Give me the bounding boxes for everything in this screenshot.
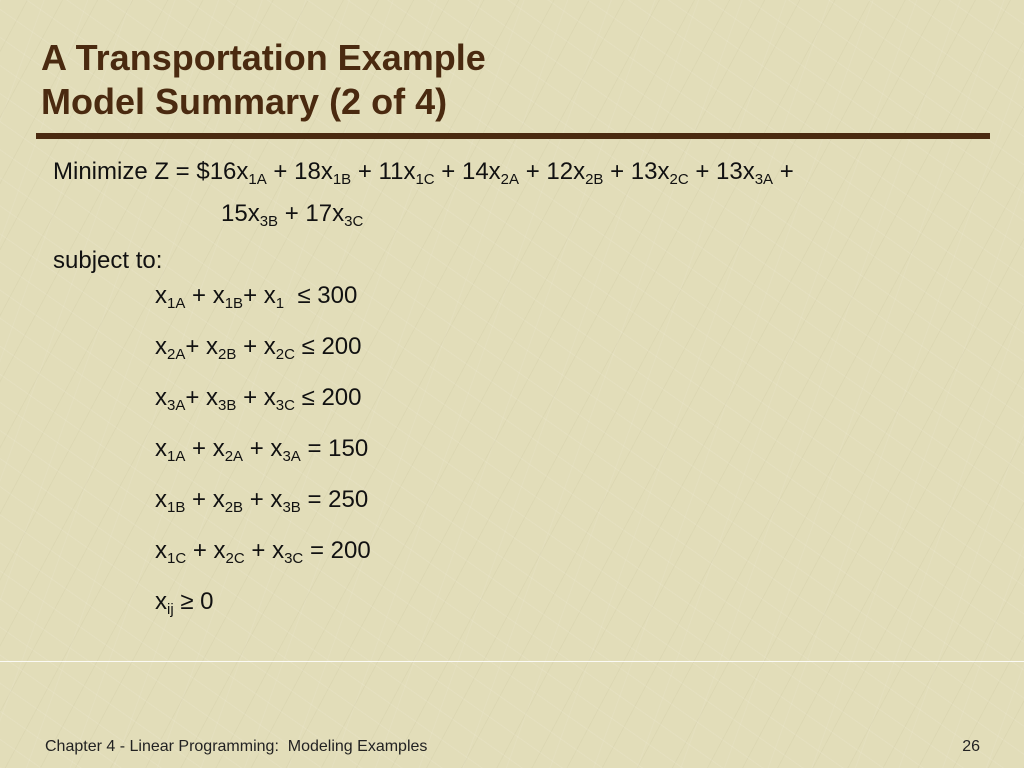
var: + x [185, 384, 219, 411]
var: x [155, 435, 167, 462]
objective-term: + 13x [688, 158, 755, 185]
objective-term: + 14x [434, 158, 501, 185]
slide-title [41, 36, 486, 124]
var: x [155, 333, 167, 360]
subscript: 1A [167, 295, 186, 312]
title-line-1: A Transportation Example [41, 37, 486, 78]
objective-term: + 18x [266, 158, 333, 185]
constraint-list [155, 281, 371, 638]
objective-prefix: Minimize Z = $16x [53, 158, 249, 185]
objective-term: + 13x [603, 158, 670, 185]
subscript: 3A [282, 448, 301, 465]
subscript: 2A [167, 346, 186, 363]
subscript: 2A [500, 171, 520, 188]
subscript: 1A [248, 171, 267, 188]
var: x [155, 537, 167, 564]
constraint-1 [155, 281, 371, 332]
relation: ≥ 0 [173, 588, 214, 615]
relation: ≤ 300 [284, 282, 358, 309]
objective-line-2 [53, 199, 794, 229]
subscript: 1B [224, 295, 244, 312]
var: + x [243, 282, 276, 309]
objective-function [53, 157, 794, 229]
constraint-4 [155, 434, 371, 485]
subscript: 3B [259, 213, 279, 230]
subscript: 3C [284, 550, 304, 567]
objective-term: + 12x [519, 158, 586, 185]
var: x [155, 588, 167, 615]
subscript: 1B [332, 171, 352, 188]
objective-term: + [773, 158, 794, 185]
var: + x [243, 435, 283, 462]
var: + x [185, 282, 225, 309]
footer-divider [0, 661, 1024, 662]
subscript: ij [167, 601, 174, 618]
subscript: 3A [167, 397, 186, 414]
subscript: 2C [275, 346, 295, 363]
var: + x [236, 333, 276, 360]
relation: ≤ 200 [294, 333, 362, 360]
objective-term: + 11x [351, 158, 416, 185]
subscript: 1 [275, 295, 285, 312]
subscript: 2C [669, 171, 689, 188]
objective-term: 15x [221, 200, 260, 227]
var: + x [185, 333, 219, 360]
constraint-3 [155, 383, 371, 434]
subscript: 2A [224, 448, 244, 465]
subscript: 1C [167, 550, 187, 567]
constraint-5 [155, 485, 371, 536]
relation: ≤ 200 [294, 384, 362, 411]
var: x [155, 486, 167, 513]
var: x [155, 282, 167, 309]
constraint-nonnegativity [155, 587, 371, 638]
subscript: 1A [167, 448, 186, 465]
var: + x [185, 435, 225, 462]
title-divider [36, 133, 990, 139]
constraint-2 [155, 332, 371, 383]
subscript: 3B [282, 499, 301, 516]
relation: = 250 [300, 486, 369, 513]
subject-to-label: subject to: [53, 247, 163, 274]
subscript: 1B [167, 499, 186, 516]
constraint-6 [155, 536, 371, 587]
var: x [155, 384, 167, 411]
subscript: 3A [754, 171, 774, 188]
subscript: 3B [218, 397, 237, 414]
subscript: 2B [585, 171, 604, 188]
footer-chapter-label: Chapter 4 - Linear Programming: Modeling Examples [45, 738, 428, 755]
objective-term: + 17x [278, 200, 345, 227]
subscript: 3C [344, 213, 364, 230]
var: + x [236, 384, 276, 411]
subscript: 1C [415, 171, 435, 188]
subscript: 3C [275, 397, 295, 414]
var: + x [185, 486, 225, 513]
var: + x [186, 537, 226, 564]
subscript: 2B [218, 346, 237, 363]
subscript: 2C [225, 550, 245, 567]
var: + x [244, 537, 285, 564]
var: + x [243, 486, 283, 513]
relation: = 150 [300, 435, 369, 462]
title-line-2: Model Summary (2 of 4) [41, 81, 448, 122]
relation: = 200 [303, 537, 371, 564]
subscript: 2B [224, 499, 244, 516]
objective-line-1 [53, 158, 794, 188]
page-number: 26 [962, 738, 980, 755]
